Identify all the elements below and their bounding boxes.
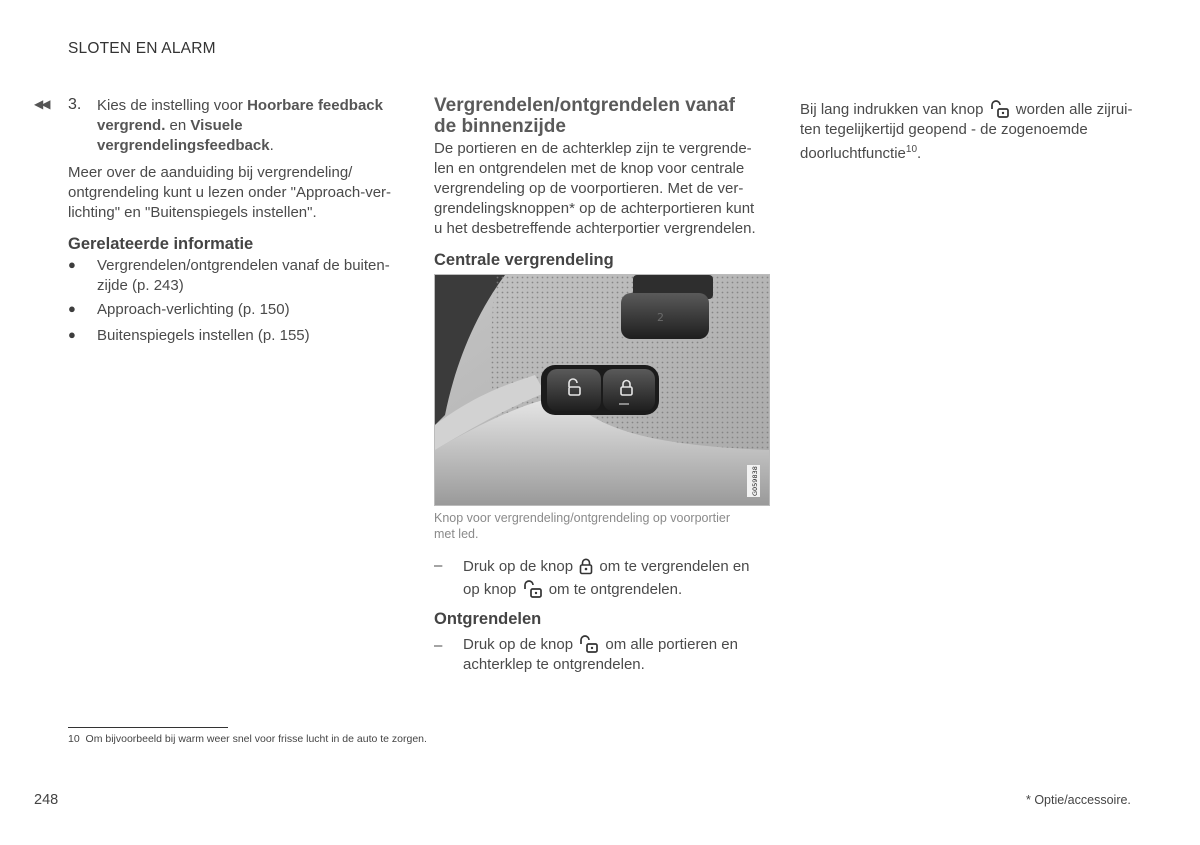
- unlock-icon: [523, 580, 543, 598]
- footnote-number: 10: [68, 733, 80, 745]
- image-code: G059838: [751, 466, 759, 496]
- footnote-reference[interactable]: 10: [905, 144, 918, 155]
- dash-marker: –: [434, 557, 443, 574]
- unlock-icon: [990, 100, 1010, 118]
- footnote: [68, 733, 427, 745]
- continued-marker-icon: ◀◀: [34, 97, 49, 111]
- intro-paragraph: De portieren en de achterklep zijn te vergrende- len en ontgrendelen met de knop voor centrale vergrendeling op de voorportieren. Met de ver- grendelingsknoppen* op de achterportieren kunt u het desbetreffende achterportier vergrendelen.: [434, 140, 756, 237]
- bullet-icon: ●: [68, 327, 76, 342]
- section-heading: Vergrendelen/ontgrendelen vanaf de binnenzijde: [434, 95, 735, 137]
- footnote-divider: [68, 727, 228, 728]
- photo-caption: Knop voor vergrendeling/ontgrendeling op voorportier met led.: [434, 511, 731, 541]
- related-item[interactable]: ● Approach-verlichting (p. 150): [68, 301, 290, 318]
- unlock-heading: Ontgrendelen: [434, 610, 542, 628]
- central-locking-heading: Centrale vergrendeling: [434, 251, 614, 269]
- bullet-icon: ●: [68, 257, 76, 272]
- page-number: 248: [34, 792, 59, 808]
- related-item[interactable]: ● Vergrendelen/ontgrendelen vanaf de buiten- zijde (p. 243): [68, 257, 390, 294]
- option-note: * Optie/accessoire.: [1026, 793, 1131, 807]
- paragraph-line: Meer over de aanduiding bij vergrendeling/: [68, 164, 353, 181]
- related-info-list: [68, 256, 408, 352]
- lock-instruction: – Druk op de knop om te vergrendelen en op knop om te ontgrendelen.: [434, 557, 750, 598]
- footnote-text: Om bijvoorbeeld bij warm weer snel voor frisse lucht in de auto te zorgen.: [85, 733, 427, 745]
- paragraph-line: lichting" en "Buitenspiegels instellen".: [68, 204, 317, 221]
- unlock-icon: [579, 635, 599, 653]
- ventilation-paragraph: Bij lang indrukken van knop worden alle zijrui- ten tegelijkertijd geopend - de zogenoemde doorluchtfunctie$^{10}$.: [800, 101, 1133, 162]
- bullet-icon: ●: [68, 301, 76, 316]
- aanduiding-paragraph: [68, 163, 391, 223]
- related-item[interactable]: ● Buitenspiegels instellen (p. 155): [68, 327, 310, 344]
- running-header: SLOTEN EN ALARM: [68, 40, 216, 57]
- unlock-instruction: – Druk op de knop om alle portieren en achterklep te ontgrendelen.: [434, 636, 738, 673]
- lock-icon: [579, 558, 593, 575]
- dash-marker: –: [434, 637, 443, 654]
- step-number: 3.: [68, 96, 82, 113]
- step-3-text: Kies de instelling voor Hoorbare feedback vergrend. en Visuele vergrendelingsfeedback.: [97, 97, 383, 154]
- related-info-heading: Gerelateerde informatie: [68, 235, 254, 253]
- door-panel-illustration: [435, 275, 769, 505]
- door-lock-button-photo: [434, 274, 770, 506]
- svg-text:2: 2: [657, 311, 664, 324]
- paragraph-line: ontgrendeling kunt u lezen onder "Approach-ver-: [68, 184, 392, 201]
